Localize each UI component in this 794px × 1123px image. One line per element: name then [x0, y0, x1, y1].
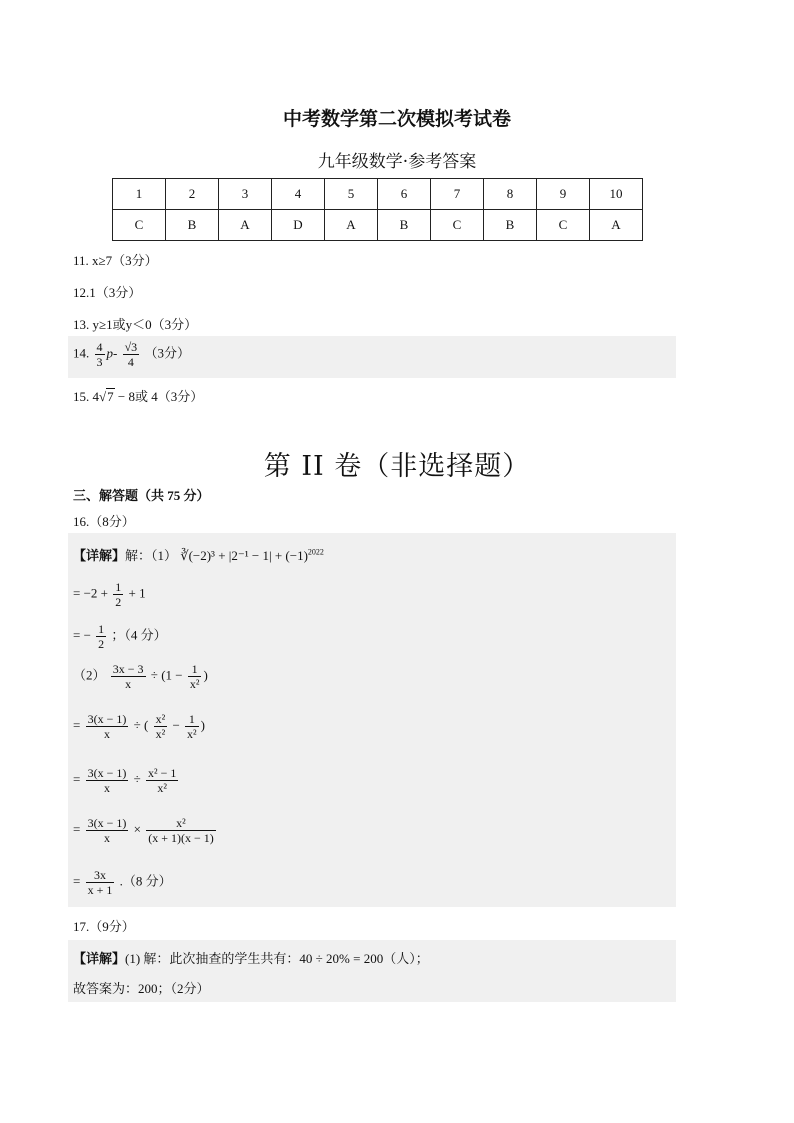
table-cell: 2	[166, 179, 219, 210]
fraction	[113, 580, 123, 609]
expr-rest: + |2⁻¹ − 1| + (−1)	[218, 548, 308, 563]
q17-answer: 故答案为：200；（2分）	[73, 981, 210, 996]
numerator: 3x	[86, 868, 115, 883]
denominator: x	[103, 781, 110, 795]
fraction	[96, 622, 106, 651]
table-cell: 3	[219, 179, 272, 210]
table-cell: 8	[484, 179, 537, 210]
expr-part: = −2 +	[73, 585, 108, 601]
table-cell: C	[113, 210, 166, 241]
exponent: 2022	[307, 547, 324, 557]
table-cell: 9	[537, 179, 590, 210]
expr-part: + 1	[128, 585, 146, 601]
denominator: x + 1	[87, 883, 113, 897]
q14-score: （3分）	[144, 345, 190, 361]
table-cell: A	[325, 210, 378, 241]
table-cell: 4	[272, 179, 325, 210]
table-cell: B	[484, 210, 537, 241]
denominator: 3	[96, 355, 103, 369]
q16-line-2	[73, 580, 146, 609]
q16-part2-line-3	[73, 766, 180, 795]
table-row-answers	[113, 210, 643, 241]
denominator: x²	[157, 781, 167, 795]
q14-var: p-	[106, 345, 118, 361]
denominator: x²	[187, 727, 197, 741]
expr-part: (1 −	[161, 667, 183, 683]
divide-sign: ÷ (	[133, 717, 149, 733]
table-cell: D	[272, 210, 325, 241]
q17-line-1	[73, 948, 429, 967]
q15-radicand: 7	[107, 389, 114, 404]
expr-part: ；（4 分）	[111, 627, 167, 643]
table-cell: C	[537, 210, 590, 241]
q15-prefix: 15.	[73, 389, 90, 404]
detail-text: (1) 解：此次抽查的学生共有：40 ÷ 20% = 200（人）；	[125, 951, 429, 966]
fraction	[111, 662, 146, 691]
numerator: 1	[98, 622, 105, 636]
divide-sign: ÷	[133, 771, 141, 787]
fraction	[146, 766, 178, 795]
divide-sign: ÷	[150, 667, 158, 683]
denominator: x	[103, 831, 110, 845]
answer-q14	[73, 340, 190, 369]
fraction	[95, 340, 105, 369]
fraction	[86, 766, 129, 795]
answer-q13: 13. y≥1或y＜0（3分）	[73, 317, 198, 332]
denominator: x	[103, 727, 110, 741]
page-subtitle: 九年级数学·参考答案	[317, 152, 477, 172]
table-cell: A	[590, 210, 643, 241]
part-heading: 三、解答题（共 75 分）	[73, 488, 210, 503]
fraction	[185, 712, 199, 741]
fraction	[86, 868, 115, 897]
q16-part2-line-5	[73, 868, 172, 897]
expr-part: )	[203, 667, 208, 683]
sqrt-icon: √	[99, 389, 107, 404]
q16-part2-line-2	[73, 712, 205, 741]
equals-sign: =	[73, 717, 81, 733]
denominator: (x + 1)(x − 1)	[148, 831, 214, 845]
denominator: x²	[155, 727, 166, 741]
minus-sign: −	[172, 717, 180, 733]
q15-coef: 4	[92, 389, 99, 404]
numerator: 1	[188, 662, 202, 677]
numerator: 3(x − 1)	[87, 766, 127, 780]
detail-text: 解：（1）	[125, 548, 178, 563]
table-cell: B	[378, 210, 431, 241]
table-cell: B	[166, 210, 219, 241]
part-label: （2）	[73, 667, 106, 683]
expr-part: = −	[73, 627, 91, 643]
fraction	[154, 712, 168, 741]
numerator: x² − 1	[148, 766, 177, 780]
table-cell: 10	[590, 179, 643, 210]
numerator: 3(x − 1)	[87, 816, 127, 830]
q14-prefix: 14.	[73, 345, 90, 361]
section-title: 第 II 卷（非选择题）	[263, 451, 531, 482]
q16-part2-line-1	[73, 662, 208, 691]
table-cell: 1	[113, 179, 166, 210]
fraction	[86, 816, 129, 845]
equals-sign: =	[73, 771, 81, 787]
numerator: √3	[124, 340, 138, 354]
close-paren: )	[200, 717, 205, 733]
table-cell: 5	[325, 179, 378, 210]
numerator: 3(x − 1)	[87, 712, 127, 726]
denominator: x	[125, 677, 132, 691]
denominator: x²	[189, 677, 200, 691]
q15-rest: − 8或 4（3分）	[117, 389, 204, 404]
q16-line-3	[73, 622, 167, 651]
score: .（8 分）	[119, 873, 172, 889]
answer-q11: 11. x≥7（3分）	[73, 253, 158, 268]
fraction	[86, 712, 129, 741]
numerator: 1	[185, 712, 199, 727]
denominator: 2	[98, 637, 105, 651]
table-cell: A	[219, 210, 272, 241]
answer-q15	[73, 386, 203, 405]
equals-sign: =	[73, 821, 81, 837]
answer-key-table	[112, 178, 643, 241]
q16-part2-line-4	[73, 816, 218, 845]
table-cell: C	[431, 210, 484, 241]
numerator: 3x − 3	[112, 662, 144, 676]
table-cell: 6	[378, 179, 431, 210]
numerator: 4	[96, 340, 103, 354]
detail-label: 【详解】	[73, 548, 126, 563]
denominator: 4	[127, 355, 134, 369]
equals-sign: =	[73, 873, 81, 889]
page-title: 中考数学第二次模拟考试卷	[282, 108, 511, 130]
numerator: x²	[146, 816, 216, 831]
q16-line-1	[73, 545, 324, 564]
fraction	[146, 816, 216, 845]
fraction	[123, 340, 140, 369]
detail-label: 【详解】	[73, 951, 126, 966]
table-cell: 7	[431, 179, 484, 210]
answer-q12: 12.1（3分）	[73, 285, 142, 300]
numerator: x²	[155, 712, 166, 726]
q17-header: 17.（9分）	[73, 919, 135, 934]
q16-header: 16.（8分）	[73, 514, 135, 529]
fraction	[188, 662, 202, 691]
denominator: 2	[115, 595, 122, 609]
numerator: 1	[115, 580, 122, 594]
table-row-numbers	[113, 179, 643, 210]
times-sign: ×	[133, 821, 141, 837]
expr-cuberoot: ∛(−2)³	[180, 548, 215, 563]
